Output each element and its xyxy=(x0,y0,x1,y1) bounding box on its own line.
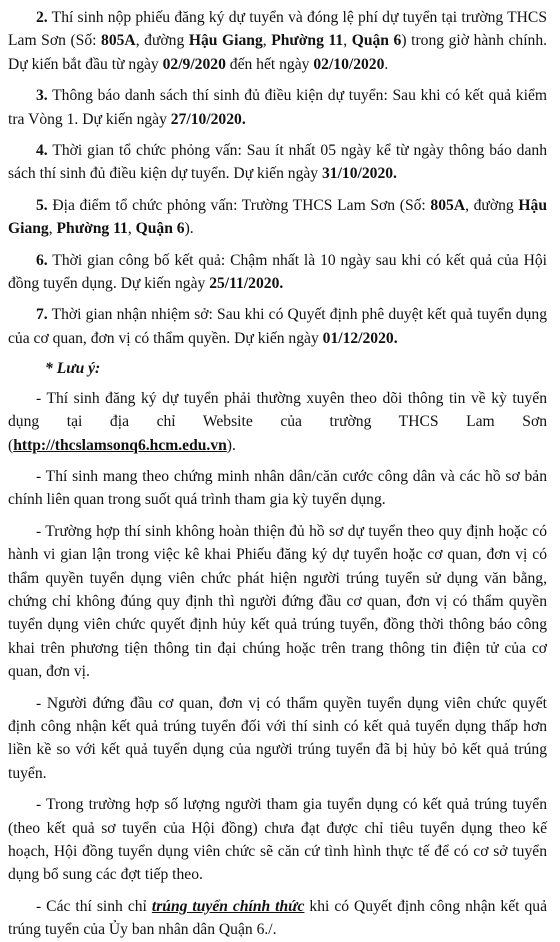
item-number: 4. xyxy=(36,142,48,160)
item-number: 7. xyxy=(36,306,48,324)
note-official-result: - Các thí sinh chỉ trúng tuyển chính thức khi có Quyết định công nhận kết quả trúng tuyển của Ủy ban nhân dân Quận 6./. xyxy=(8,897,547,939)
website-link[interactable]: http://thcslamsonq6.hcm.edu.vn xyxy=(13,436,227,454)
item-7-start-work: 7. Thời gian nhận nhiệm sở: Sau khi có Quyết định phê duyệt kết quả tuyển dụng của cơ quan, đơn vị có thẩm quyền. Dự kiến ngày 01/12/2020. xyxy=(8,306,547,347)
item-number: 5. xyxy=(36,196,48,214)
item-5-interview-location: 5. Địa điểm tổ chức phỏng vấn: Trường THCS Lam Sơn (Số: 805A, đường Hậu Giang, Phường 11, Quận 6). xyxy=(8,196,547,238)
note-website: - Thí sinh đăng ký dự tuyển phải thường xuyên theo dõi thông tin về kỳ tuyển dụng tại địa chỉ Website của trường THCS Lam Sơn (http://thcslamsonq6.hcm.edu.vn). xyxy=(8,389,547,454)
item-number: 6. xyxy=(36,251,48,269)
item-2-registration: 2. Thí sinh nộp phiếu đăng ký dự tuyển và đóng lệ phí dự tuyển tại trường THCS Lam Sơn (Số: 805A, đường Hậu Giang, Phường 11, Quận 6) trong giờ hành chính. Dự kiến bắt đầu từ ngày 02/9/2020 đến hết ngày 02/10/2020. xyxy=(8,9,548,73)
item-6-result-announcement: 6. Thời gian công bố kết quả: Chậm nhất là 10 ngày sau khi có kết quả của Hội đồng tuyển dụng. Dự kiến ngày 25/11/2020. xyxy=(8,251,547,293)
note-supplementary-recruitment: - Trong trường hợp số lượng người tham gia tuyển dụng có kết quả trúng tuyển (theo kết quả sơ tuyển của Hội đồng) chưa đạt được chỉ tiêu tuyển dụng theo kế hoạch, Hội đồng tuyển dụng viên chức sẽ căn cứ tình hình thực tế để có cơ sở tuyển dụng bổ sung các đợt tiếp theo. xyxy=(8,796,547,884)
item-3-eligible-list: 3. Thông báo danh sách thí sinh đủ điều kiện dự tuyển: Sau khi có kết quả kiểm tra Vòng 1. Dự kiến ngày 27/10/2020. xyxy=(8,87,547,128)
emphasis-official: trúng tuyển chính thức xyxy=(151,897,305,915)
item-number: 3. xyxy=(36,87,48,105)
item-4-interview-time: 4. Thời gian tổ chức phỏng vấn: Sau ít nhất 05 ngày kể từ ngày thông báo danh sách thí sinh đủ điều kiện dự tuyển. Dự kiến ngày 31/10/2020. xyxy=(8,142,547,183)
note-heading: * Lưu ý: xyxy=(45,360,101,378)
note-next-candidate: - Người đứng đầu cơ quan, đơn vị có thẩm quyền tuyển dụng viên chức quyết định công nhận kết quả trúng tuyển đối với thí sinh có kết quả tuyển dụng thấp hơn liền kề so với kết quả tuyển dụng của người trúng tuyển đã bị hủy bỏ kết quả trúng tuyển. xyxy=(8,694,547,782)
note-fraud-cancellation: - Trường hợp thí sinh không hoàn thiện đủ hồ sơ dự tuyển theo quy định hoặc có hành vi gian lận trong việc kê khai Phiếu đăng ký dự tuyển hoặc cơ quan, đơn vị có thẩm quyền tuyển dụng viên chức phát hiện người trúng tuyển sử dụng văn bằng, chứng chỉ không đúng quy định thì người đứng đầu cơ quan, đơn vị có thẩm quyền tuyển dụng viên chức quyết định hủy kết quả trúng tuyển, đồng thời thông báo công khai trên phương tiện thông tin đại chúng hoặc trên trang thông tin điện tử của cơ quan, đơn vị. xyxy=(8,522,547,681)
note-id-documents: - Thí sinh mang theo chứng minh nhân dân/căn cước công dân và các hồ sơ bản chính liên quan trong suốt quá trình tham gia kỳ tuyển dụng. xyxy=(8,467,547,509)
item-number: 2. xyxy=(36,9,48,26)
